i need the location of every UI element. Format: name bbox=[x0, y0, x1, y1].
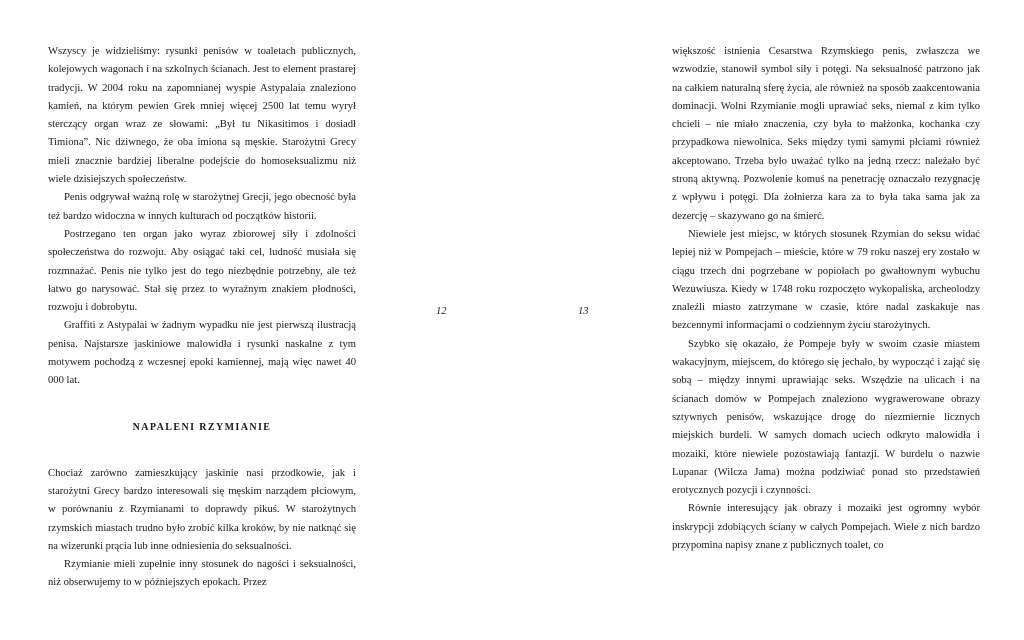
section-heading: NAPALENI RZYMIANIE bbox=[132, 421, 272, 433]
paragraph: Rzymianie mieli zupełnie inny stosunek do nagości i seksualności, niż obserwujemy to w późniejszych epokach. Przez bbox=[48, 559, 356, 589]
paragraph: Graffiti z Astypalai w żadnym wypadku nie jest pierwszą ilustracją penisa. Najstarsze jaskiniowe malowidła i rysunki naskalne z tym motywem pochodzą z wczesnej epoki kamiennej, mają więc nawet 40 000 lat. bbox=[48, 320, 356, 387]
right-text-column bbox=[672, 43, 980, 555]
right-page bbox=[512, 0, 1024, 640]
page-number-left: 12 bbox=[436, 306, 447, 317]
page-number-right: 13 bbox=[578, 306, 589, 317]
paragraph: Niewiele jest miejsc, w których stosunek Rzymian do seksu widać lepiej niż w Pompejach – mieście, które w 79 roku naszej ery zostało w ciągu trzech dni pogrzebane w popiołach po gwałtownym wybuchu Wezuwiusza. Kiedy w 1748 roku rozpoczęto wykopaliska, archeolodzy znaleźli miasto zatrzymane w czasie, które nadal zaskakuje nas bezcennymi informacjami o codziennym życiu starożytnych. bbox=[672, 228, 980, 332]
paragraph: Równie interesujący jak obrazy i mozaiki jest ogromny wybór inskrypcji zdobiących ściany w całych Pompejach. Wiele z nich bardzo przypomina napisy znane z publicznych toalet, co bbox=[672, 503, 980, 552]
paragraph: Penis odgrywał ważną rolę w starożytnej Grecji, jego obecność była też bardzo widoczna w innych kulturach od początków historii. bbox=[48, 192, 356, 222]
paragraph: Wszyscy je widzieliśmy: rysunki penisów w toaletach publicznych, kolejowych wagonach i na szkolnych ścianach. Jest to element prastarej tradycji. W 2004 roku na zapomnianej wyspie Astypalaia znaleziono kamień, na którym pewien Grek mniej więcej 2500 lat temu wyrył sterczący organ wraz ze słowami: „Był tu Nikasitimos i dosiadł Timiona”. Nic dziwnego, że oba imiona są męskie. Starożytni Grecy mieli znacznie bardziej liberalne podejście do homoseksualizmu niż wiele dzisiejszych społeczeństw. bbox=[48, 46, 356, 186]
paragraph: Postrzegano ten organ jako wyraz zbiorowej siły i zdolności społeczeństwa do rozwoju. Aby osiągać taki cel, ludność musiała się rozmnażać. Penis nie tylko jest do tego niezbędnie potrzebny, ale też łatwo go narysować. Stał się przez to wyraźnym znakiem płodności, rozwoju i dobrobytu. bbox=[48, 228, 356, 314]
left-text-column bbox=[48, 43, 356, 593]
paragraph: większość istnienia Cesarstwa Rzymskiego penis, zwłaszcza we wzwodzie, stanowił symbol siły i potęgi. Na seksualność patrzono jak na całkiem naturalną sferę życia, ale również na sposób zaakcentowania dominacji. Wolni Rzymianie mogli uprawiać seks, niemal z kim tylko chcieli – nie miało znaczenia, czy była to małżonka, kochanka czy przypadkowa niewolnica. Seks między tymi samymi płciami również akceptowano. Trzeba było uważać tylko na jedną rzecz: należało być stroną aktywną. Pozwolenie komuś na penetrację oznaczało rezygnację z wpływu i potęgi. Dla żołnierza kara za to była taka sama jak za dezercję – skazywano go na śmierć. bbox=[672, 46, 980, 222]
paragraph: Chociaż zarówno zamieszkujący jaskinie nasi przodkowie, jak i starożytni Grecy bardzo interesowali się męskim narządem płciowym, w porównaniu z Rzymianami to doprawdy pikuś. W starożytnych rzymskich miastach trudno było zrobić kilka kroków, by nie natknąć się na wizerunki prącia lub inne odniesienia do seksualności. bbox=[48, 467, 356, 552]
paragraph: Szybko się okazało, że Pompeje były w swoim czasie miastem wakacyjnym, miejscem, do którego się jechało, by wypocząć i zająć się sobą – między innymi uprawiając seks. Wszędzie na ulicach i na ścianach domów w Pompejach znaleziono wygrawerowane obrazy sztywnych penisów, wskazujące drogę do niezmiernie licznych miejskich burdeli. W samych domach uciech odkryto malowidła i mozaiki, które niewiele pozostawiają fantazji. W burdelu o nazwie Lupanar (Wilcza Jama) można podziwiać ponad sto przedstawień erotycznych pozycji i czynności. bbox=[672, 338, 980, 497]
